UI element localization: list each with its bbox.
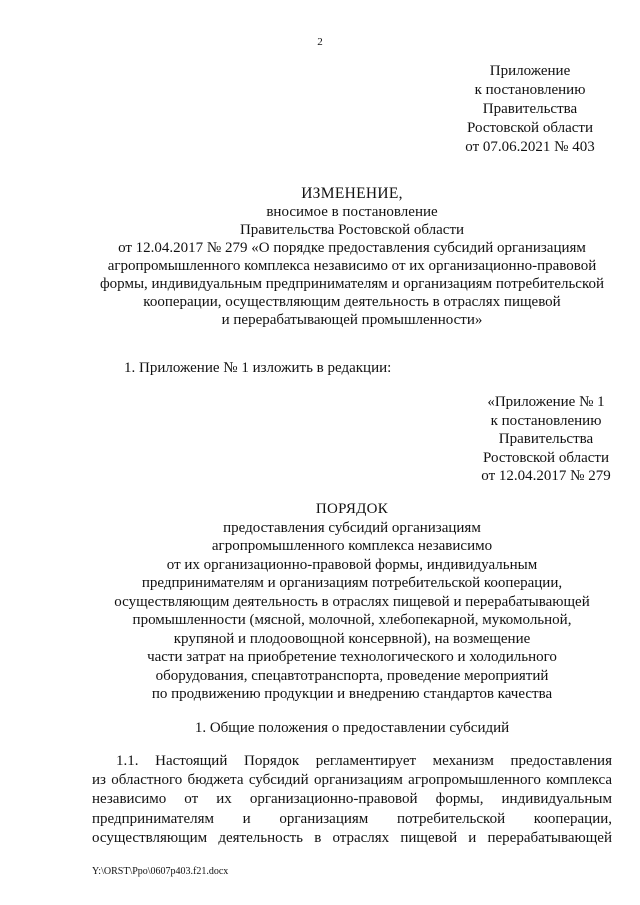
order-heading <box>92 500 612 704</box>
appendix-line: к постановлению <box>474 82 586 98</box>
order-line: оборудования, спецавтотранспорта, проведение мероприятий <box>155 667 549 684</box>
paragraph-line: независимо от их организационно-правовой формы, индивидуальным <box>92 791 612 808</box>
paragraph-1-1 <box>92 752 612 848</box>
section-1-title: 1. Общие положения о предоставлении субсидий <box>194 720 510 736</box>
appendix-quote <box>466 393 626 486</box>
appendix-quote-line: от 12.04.2017 № 279 <box>481 468 611 484</box>
footer-file-path: Y:\ORST\Ppo\0607p403.f21.docx <box>92 866 229 877</box>
appendix-line: Правительства <box>482 101 578 117</box>
appendix-header <box>440 62 620 157</box>
paragraph-line: осуществляющим деятельность в отраслях пищевой и перерабатывающей <box>92 829 612 846</box>
change-heading <box>92 185 612 329</box>
order-line: по продвижению продукции и внедрению стандартов качества <box>151 686 553 702</box>
paragraph-line: из областного бюджета субсидий организациям агропромышленного комплекса <box>92 772 612 789</box>
change-line: кооперации, осуществляющим деятельность в отраслях пищевой <box>143 294 561 310</box>
change-line: от 12.04.2017 № 279 «О порядке предоставления субсидий организациям <box>118 240 586 256</box>
change-title: ИЗМЕНЕНИЕ, <box>301 185 403 202</box>
order-line: крупяной и плодоовощной консервной), на возмещение <box>173 630 531 647</box>
order-line: части затрат на приобретение технологического и холодильного <box>147 649 557 665</box>
order-line: предпринимателям и организациям потребительской кооперации, <box>141 575 563 591</box>
appendix-quote-line: Ростовской области <box>483 449 609 466</box>
change-line: и перерабатывающей промышленности» <box>221 312 483 328</box>
appendix-quote-line: Правительства <box>498 431 594 447</box>
appendix-line: от 07.06.2021 № 403 <box>465 139 595 155</box>
order-line: осуществляющим деятельность в отраслях пищевой и перерабатывающей <box>114 593 590 610</box>
item-1-text: 1. Приложение № 1 изложить в редакции: <box>124 360 392 376</box>
change-line: формы, индивидуальным предпринимателям и организациям потребительской <box>99 276 605 292</box>
change-line: вносимое в постановление <box>266 204 438 220</box>
order-title: ПОРЯДОК <box>315 501 389 517</box>
order-line: предоставления субсидий организациям <box>223 519 481 536</box>
change-line: Правительства Ростовской области <box>239 222 465 238</box>
paragraph-line: 1.1. Настоящий Порядок регламентирует механизм предоставления <box>116 753 612 769</box>
appendix-quote-line: к постановлению <box>490 412 602 429</box>
order-line: промышленности (мясной, молочной, хлебопекарной, мукомольной, <box>132 612 572 628</box>
change-line: агропромышленного комплекса независимо от их организационно-правовой <box>107 258 597 274</box>
order-line: от их организационно-правовой формы, индивидуальным <box>166 556 538 573</box>
appendix-line: Приложение <box>489 63 571 79</box>
page-number: 2 <box>317 36 323 48</box>
paragraph-line: предпринимателям и организациям потребительской кооперации, <box>92 810 612 827</box>
order-line: агропромышленного комплекса независимо <box>211 538 493 554</box>
appendix-line: Ростовской области <box>467 120 593 136</box>
appendix-quote-line: «Приложение № 1 <box>487 394 605 410</box>
